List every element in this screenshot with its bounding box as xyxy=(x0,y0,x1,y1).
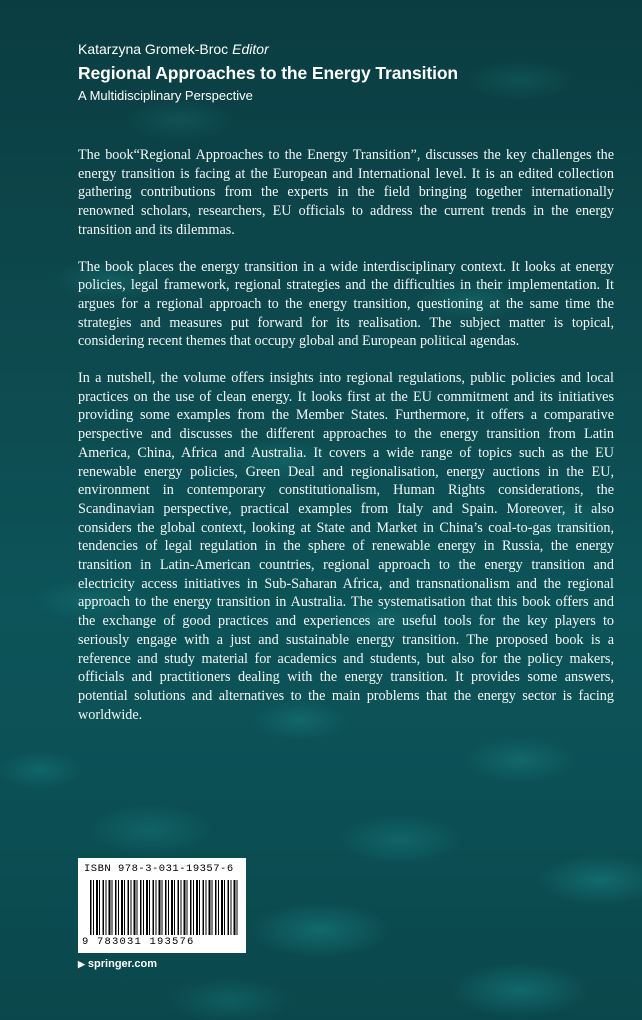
isbn-barcode xyxy=(78,858,246,953)
book-header xyxy=(78,40,598,105)
book-title: Regional Approaches to the Energy Transition xyxy=(78,63,459,83)
barcode-digits: 9 783031 193576 xyxy=(82,936,195,948)
blurb-paragraph: The book places the energy transition in a wide interdisciplinary context. It looks at energy policies, legal framework, regional strategies and the difficulties in their implementation. It argues for a regional approach to the energy transition, questioning at the same time the strategies and measures put forward for its realisation. The subject matter is topical, considering recent themes that occupy global and European political agendas. xyxy=(78,258,614,350)
blurb-paragraph: In a nutshell, the volume offers insights into regional regulations, public policies and local practices on the use of clean energy. It looks first at the EU commitment and its initiatives providing some examples from the Member States. Furthermore, it offers a comparative perspective and discusses the different approaches to the energy transition from Latin America, China, Africa and Australia. It covers a wide range of topics such as the EU renewable energy policies, Green Deal and regionalisation, energy auctions in the EU, environment in contemporary constitutionalism, Human Rights considerations, the Scandinavian perspective, practical examples from Italy and Spain. Moreover, it also considers the global context, looking at State and Market in China’s coal-to-gas transition, tendencies of legal regulation in the sphere of renewable energy in Russia, the energy transition in Latin-American countries, regional approach to the energy transition and electricity access initiatives in Sub-Saharan Africa, and transnationalism and the regional approach to the energy transition in Australia. The systematisation that this book offers and the exchange of good practices and experiences are useful tools for the key players to seriously engage with a just and sustainable energy transition. The proposed book is a reference and study material for academics and students, but also for the policy makers, officials and practitioners dealing with the energy transition. It provides some answers, potential solutions and alternatives to the main problems that the energy sector is facing worldwide. xyxy=(78,370,614,723)
barcode-bars xyxy=(90,880,238,935)
author-name: Katarzyna Gromek-Broc xyxy=(78,41,229,57)
publisher-url: springer.com xyxy=(87,958,157,970)
author-role: Editor xyxy=(232,41,269,57)
publisher-link[interactable] xyxy=(78,958,157,970)
blurb-text xyxy=(78,146,614,742)
isbn-label: ISBN 978-3-031-19357-6 xyxy=(84,863,234,875)
author-line xyxy=(78,40,598,58)
blurb-paragraph: The book“Regional Approaches to the Energy Transition”, discusses the key challenges the energy transition is facing at the European and International level. It is an edited collection gathering contributions from the experts in the field bringing together internationally renowned scholars, researchers, EU officials to address the current trends in the energy transition and its dilemmas. xyxy=(78,147,614,238)
arrow-right-icon: ▶ xyxy=(78,959,85,969)
book-subtitle: A Multidisciplinary Perspective xyxy=(78,88,253,103)
